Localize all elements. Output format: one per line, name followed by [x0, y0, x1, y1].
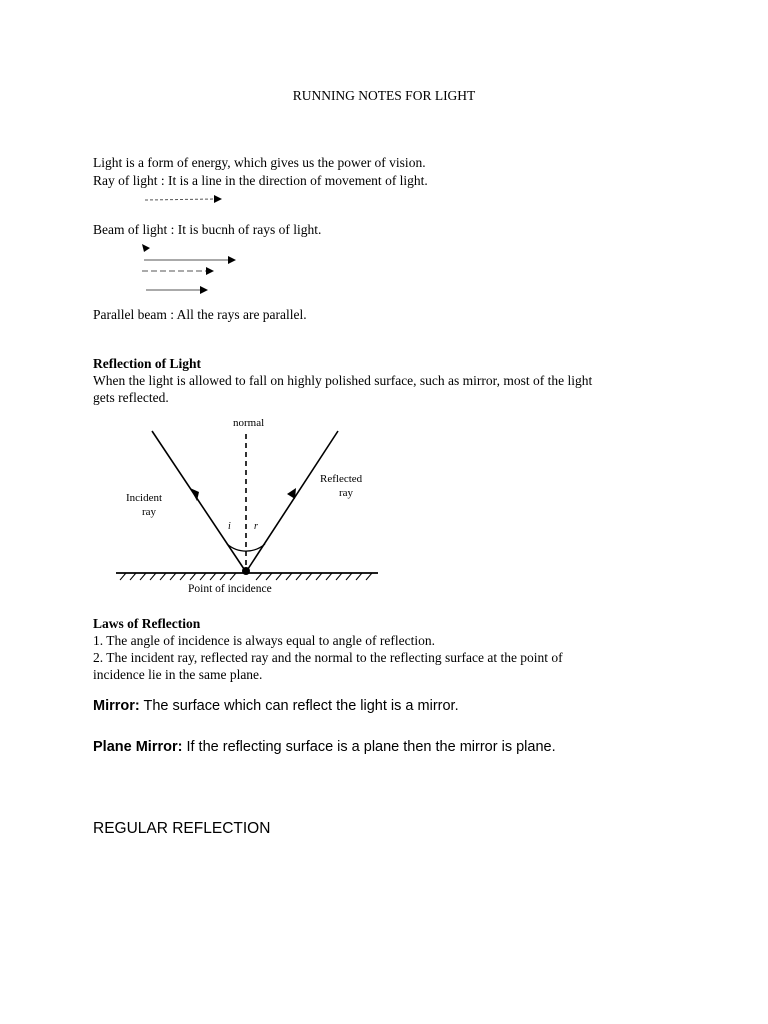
incident-ray-line	[152, 431, 246, 572]
label-reflected-1: Reflected	[320, 473, 363, 485]
intro-line-ray: Ray of light : It is a line in the direction of movement of light.	[93, 173, 428, 188]
reflection-heading: Reflection of Light	[93, 356, 201, 371]
mirror-definition-text: The surface which can reflect the light is a mirror.	[139, 698, 459, 714]
mirror-term: Mirror:	[93, 698, 140, 714]
label-reflected-2: ray	[339, 487, 354, 499]
label-incident-1: Incident	[126, 492, 163, 504]
ray-arrow-figure	[140, 192, 230, 206]
law-2-line-1: 2. The incident ray, reflected ray and the normal to the reflecting surface at the point of	[93, 650, 563, 665]
mirror-definition	[93, 698, 459, 714]
laws-heading: Laws of Reflection	[93, 616, 201, 631]
plane-mirror-term: Plane Mirror:	[93, 739, 183, 755]
regular-reflection-heading: REGULAR REFLECTION	[93, 820, 271, 837]
label-incident-2: ray	[142, 506, 157, 518]
label-normal: normal	[233, 417, 265, 429]
reflection-line-2: gets reflected.	[93, 390, 169, 405]
reflection-line-1: When the light is allowed to fall on highly polished surface, such as mirror, most of the light	[93, 373, 593, 388]
law-1: 1. The angle of incidence is always equal to angle of reflection.	[93, 633, 435, 648]
page-title: RUNNING NOTES FOR LIGHT	[292, 88, 476, 103]
point-of-incidence-dot	[242, 567, 250, 575]
intro-line-beam: Beam of light : It is bucnh of rays of light.	[93, 222, 322, 237]
intro-line-parallel: Parallel beam : All the rays are parallel.	[93, 307, 307, 322]
reflected-arrowhead	[287, 488, 296, 499]
plane-mirror-definition	[93, 739, 556, 755]
label-angle-r: r	[254, 521, 258, 532]
plane-mirror-definition-text: If the reflecting surface is a plane then the mirror is plane.	[182, 739, 556, 755]
reflected-ray-line	[246, 431, 338, 572]
intro-line-energy: Light is a form of energy, which gives us the power of vision.	[93, 155, 426, 170]
beam-arrows-figure	[136, 240, 246, 298]
reflection-diagram	[110, 412, 385, 598]
label-angle-i: i	[228, 521, 231, 532]
label-point-of-incidence: Point of incidence	[188, 583, 272, 595]
law-2-line-2: incidence lie in the same plane.	[93, 667, 263, 682]
